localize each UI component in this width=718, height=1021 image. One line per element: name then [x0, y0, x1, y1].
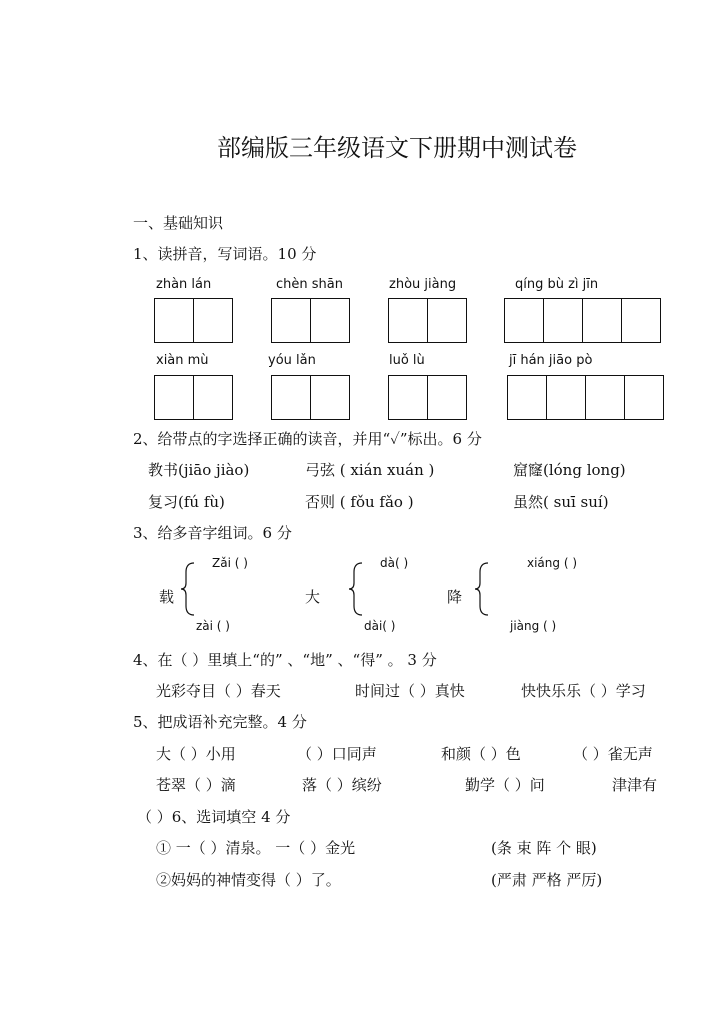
q6-options-2: (严肃 严格 严厉)	[491, 871, 603, 889]
q1-pinyin-1: zhàn lán	[156, 277, 212, 292]
q6-options-1: (条 束 阵 个 眼)	[491, 839, 597, 857]
q2-item-3[interactable]: 窟窿(lóng long)	[513, 461, 626, 479]
q4-item-1[interactable]: 光彩夺目（ ）春天	[156, 682, 281, 700]
q3-brace-2	[348, 562, 364, 616]
page-title: 部编版三年级语文下册期中测试卷	[217, 134, 577, 162]
q5-title: 5、把成语补充完整。4 分	[133, 713, 307, 731]
q1-writing-grid-8[interactable]	[507, 375, 664, 420]
q1-pinyin-2: chèn shān	[276, 277, 343, 292]
section-heading: 一、基础知识	[133, 214, 224, 232]
q5-idiom-8[interactable]: 津津有	[612, 776, 658, 794]
q1-writing-grid-3[interactable]	[388, 298, 467, 343]
q2-item-6[interactable]: 虽然( suī suí)	[513, 493, 609, 511]
q3-title: 3、给多音字组词。6 分	[133, 524, 292, 542]
q6-line-1[interactable]: ① 一（ ）清泉。 一（ ）金光	[156, 839, 356, 857]
q5-idiom-2[interactable]: （ ）口同声	[297, 745, 377, 763]
q1-pinyin-7: luǒ lù	[389, 353, 425, 368]
q1-writing-grid-4[interactable]	[504, 298, 661, 343]
q4-title: 4、在（ ）里填上“的” 、“地” 、“得” 。 3 分	[133, 651, 437, 669]
q3-zai-bottom[interactable]: zài ( )	[196, 619, 230, 633]
q3-brace-1	[180, 562, 196, 616]
q2-item-2[interactable]: 弓弦 ( xián xuán )	[305, 461, 435, 479]
q1-writing-grid-7[interactable]	[388, 375, 467, 420]
q3-brace-3	[474, 562, 490, 616]
q3-char-da: 大	[305, 588, 321, 606]
q1-writing-grid-5[interactable]	[154, 375, 233, 420]
q1-pinyin-8: jī hán jiāo pò	[509, 353, 593, 368]
q5-idiom-6[interactable]: 落（ ）缤纷	[302, 776, 382, 794]
q1-pinyin-6: yóu lǎn	[268, 353, 316, 368]
q6-title: （ ）6、选词填空 4 分	[137, 808, 291, 826]
q3-char-jiang: 降	[447, 588, 463, 606]
q1-title: 1、读拼音，写词语。10 分	[133, 245, 317, 263]
q4-item-3[interactable]: 快快乐乐（ ）学习	[521, 682, 646, 700]
q1-pinyin-3: zhòu jiàng	[389, 277, 457, 292]
q2-item-4[interactable]: 复习(fú fù)	[148, 493, 225, 511]
q2-item-1[interactable]: 教书(jiāo jiào)	[148, 461, 250, 479]
q1-writing-grid-2[interactable]	[271, 298, 350, 343]
q5-idiom-3[interactable]: 和颜（ ）色	[441, 745, 521, 763]
q5-idiom-5[interactable]: 苍翠（ ）滴	[156, 776, 236, 794]
q1-writing-grid-6[interactable]	[271, 375, 350, 420]
q5-idiom-4[interactable]: （ ）雀无声	[573, 745, 653, 763]
q3-char-zai: 载	[159, 588, 175, 606]
q5-idiom-7[interactable]: 勤学（ ）问	[465, 776, 545, 794]
q2-item-5[interactable]: 否则 ( fǒu fǎo )	[305, 493, 414, 511]
q1-writing-grid-1[interactable]	[154, 298, 233, 343]
q3-jiang-bottom[interactable]: jiàng ( )	[510, 619, 557, 633]
q1-pinyin-5: xiàn mù	[156, 353, 209, 368]
q5-idiom-1[interactable]: 大（ ）小用	[156, 745, 236, 763]
q1-pinyin-4: qíng bù zì jīn	[515, 277, 599, 292]
q3-da-bottom[interactable]: dài( )	[364, 619, 396, 633]
q3-zai-top[interactable]: Zǎi ( )	[212, 556, 248, 570]
q4-item-2[interactable]: 时间过（ ）真快	[355, 682, 465, 700]
q2-title: 2、给带点的字选择正确的读音，并用“✓”标出。6 分	[133, 430, 482, 448]
q3-jiang-top[interactable]: xiáng ( )	[527, 556, 578, 570]
q3-da-top[interactable]: dà( )	[380, 556, 409, 570]
q6-line-2[interactable]: ②妈妈的神情变得（ ）了。	[156, 871, 341, 889]
